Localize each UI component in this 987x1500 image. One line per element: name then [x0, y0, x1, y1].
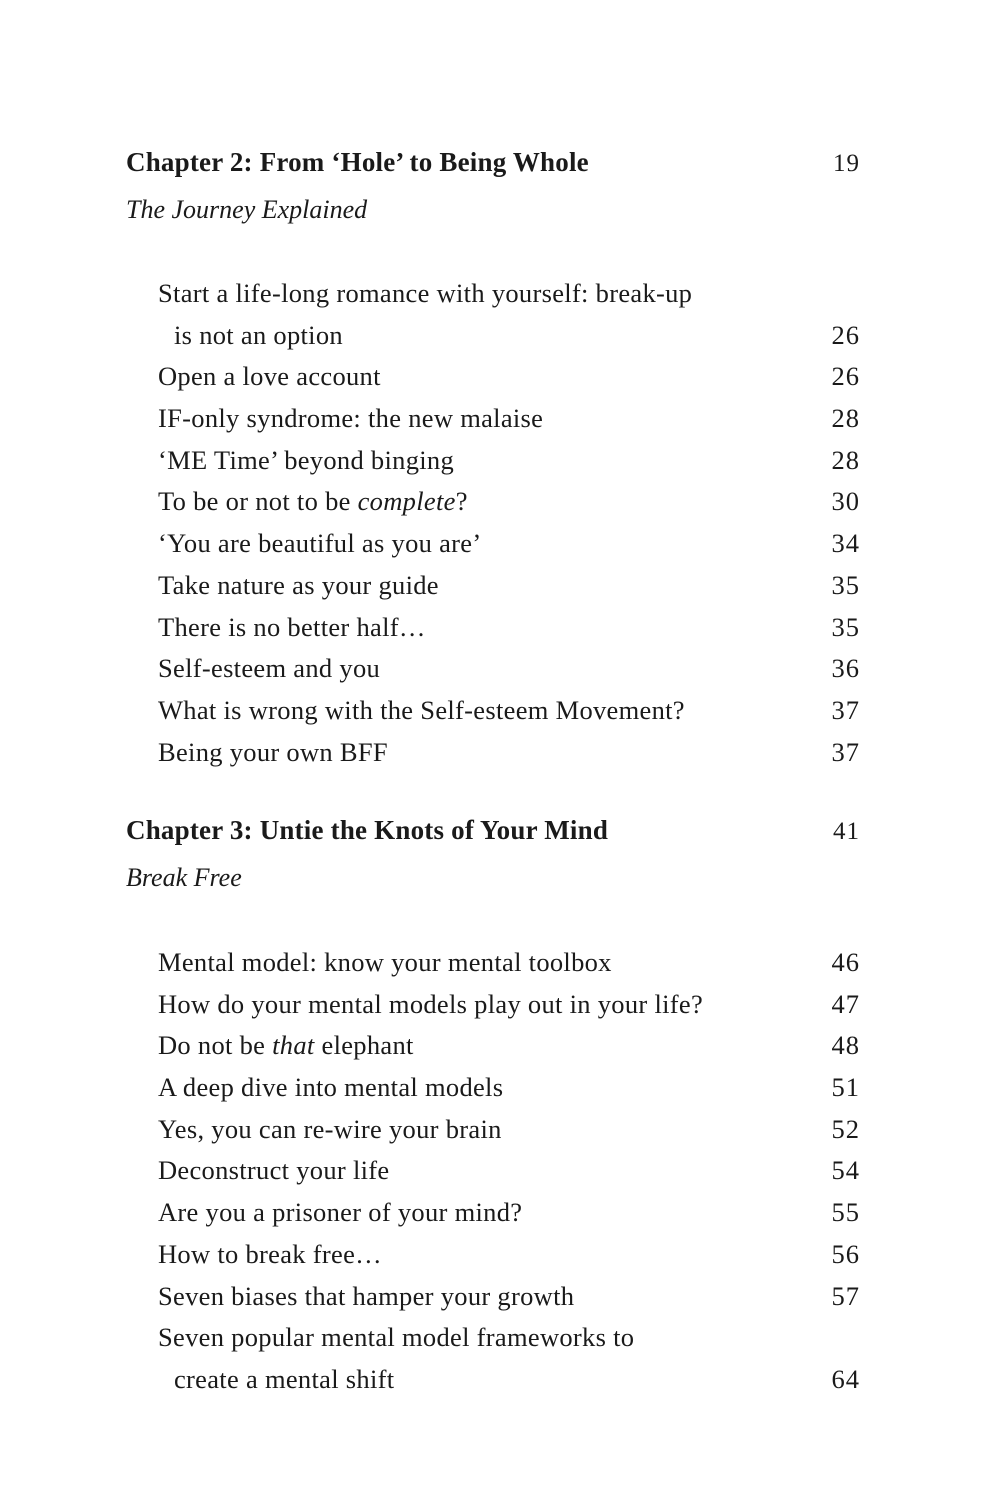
entry-page-number: 47	[831, 988, 860, 1019]
entry-page-number: 26	[831, 319, 860, 350]
entry-title: Self-esteem and you	[158, 653, 381, 684]
entry-page-number: 34	[831, 528, 860, 559]
entry-title: IF-only syndrome: the new malaise	[158, 403, 544, 434]
toc-entry[interactable]	[158, 273, 860, 356]
entry-page-number: 46	[831, 947, 860, 977]
chapter-title[interactable]: Chapter 2: From ‘Hole’ to Being Whole	[126, 147, 589, 177]
entry-page-number: 35	[831, 611, 860, 642]
toc-entry[interactable]	[158, 1276, 860, 1318]
entry-title: ‘You are beautiful as you are’	[158, 528, 482, 559]
toc-entry[interactable]	[158, 690, 860, 732]
entry-page-number: 28	[831, 403, 860, 434]
entry-title: There is no better half…	[158, 611, 426, 642]
toc-entry[interactable]	[158, 1192, 860, 1234]
entry-title: How to break free…	[158, 1238, 382, 1269]
toc-entry[interactable]	[158, 648, 860, 690]
toc-entry[interactable]	[158, 565, 860, 607]
entry-page-number: 37	[831, 694, 860, 725]
chapter-page-number: 19	[833, 150, 860, 177]
entry-page-number: 37	[831, 736, 860, 767]
entry-page-number: 56	[831, 1238, 860, 1269]
entry-title: Seven biases that hamper your growth	[158, 1280, 575, 1311]
entry-title: Do not be that elephant	[158, 1030, 414, 1061]
toc-entry[interactable]	[158, 1025, 860, 1067]
entry-page-number: 57	[831, 1280, 860, 1311]
toc-entry[interactable]	[158, 607, 860, 649]
entry-title: A deep dive into mental models	[158, 1072, 504, 1103]
entry-page-number: 30	[831, 486, 860, 517]
toc-entry[interactable]	[158, 481, 860, 523]
toc-entry[interactable]	[158, 398, 860, 440]
entry-page-number: 48	[831, 1030, 860, 1061]
toc-entry[interactable]	[158, 1317, 860, 1400]
toc-entry[interactable]	[158, 984, 860, 1026]
entry-title: Deconstruct your life	[158, 1155, 390, 1186]
entry-title: Seven popular mental model frameworks to	[158, 1322, 635, 1353]
entry-title: What is wrong with the Self-esteem Movement?	[158, 694, 685, 725]
entry-title: Yes, you can re-wire your brain	[158, 1113, 502, 1144]
entry-title: Being your own BFF	[158, 736, 388, 767]
entry-page-number: 52	[831, 1113, 860, 1144]
entry-title: To be or not to be complete?	[158, 486, 468, 517]
chapter-2-entries	[158, 273, 860, 773]
entry-page-number: 51	[831, 1072, 860, 1103]
toc-entry[interactable]	[158, 1067, 860, 1109]
entry-page-number: 55	[831, 1197, 860, 1228]
entry-page-number: 26	[831, 361, 860, 392]
entry-page-number: 28	[831, 444, 860, 475]
chapter-title[interactable]: Chapter 3: Untie the Knots of Your Mind	[126, 815, 609, 845]
toc-entry[interactable]	[158, 356, 860, 398]
entry-title: Start a life-long romance with yourself: break-up	[158, 278, 693, 308]
chapter-3-heading	[126, 815, 860, 899]
toc-entry[interactable]	[158, 1234, 860, 1276]
toc-entry[interactable]	[158, 942, 860, 984]
chapter-3-entries	[158, 942, 860, 1401]
toc-entry[interactable]	[158, 732, 860, 774]
chapter-subtitle: The Journey Explained	[126, 195, 368, 224]
entry-title: Are you a prisoner of your mind?	[158, 1197, 523, 1228]
toc-entry[interactable]	[158, 523, 860, 565]
emphasis-text: complete	[357, 486, 456, 517]
entry-title: Mental model: know your mental toolbox	[158, 947, 612, 977]
entry-page-number: 64	[831, 1363, 860, 1394]
entry-title-continued: create a mental shift	[174, 1363, 395, 1394]
entry-page-number: 36	[831, 653, 860, 684]
toc-entry[interactable]	[158, 440, 860, 482]
entry-page-number: 35	[831, 569, 860, 600]
chapter-page-number: 41	[833, 818, 860, 845]
entry-title: Take nature as your guide	[158, 569, 439, 600]
emphasis-text: that	[272, 1030, 315, 1061]
toc-entry[interactable]	[158, 1150, 860, 1192]
entry-page-number: 54	[831, 1155, 860, 1186]
entry-title: How do your mental models play out in your life?	[158, 988, 704, 1019]
entry-title-continued: is not an option	[174, 319, 343, 350]
entry-title: ‘ME Time’ beyond binging	[158, 444, 455, 475]
entry-title: Open a love account	[158, 361, 381, 392]
toc-entry[interactable]	[158, 1109, 860, 1151]
chapter-subtitle: Break Free	[126, 863, 242, 892]
chapter-2-heading	[126, 147, 860, 231]
